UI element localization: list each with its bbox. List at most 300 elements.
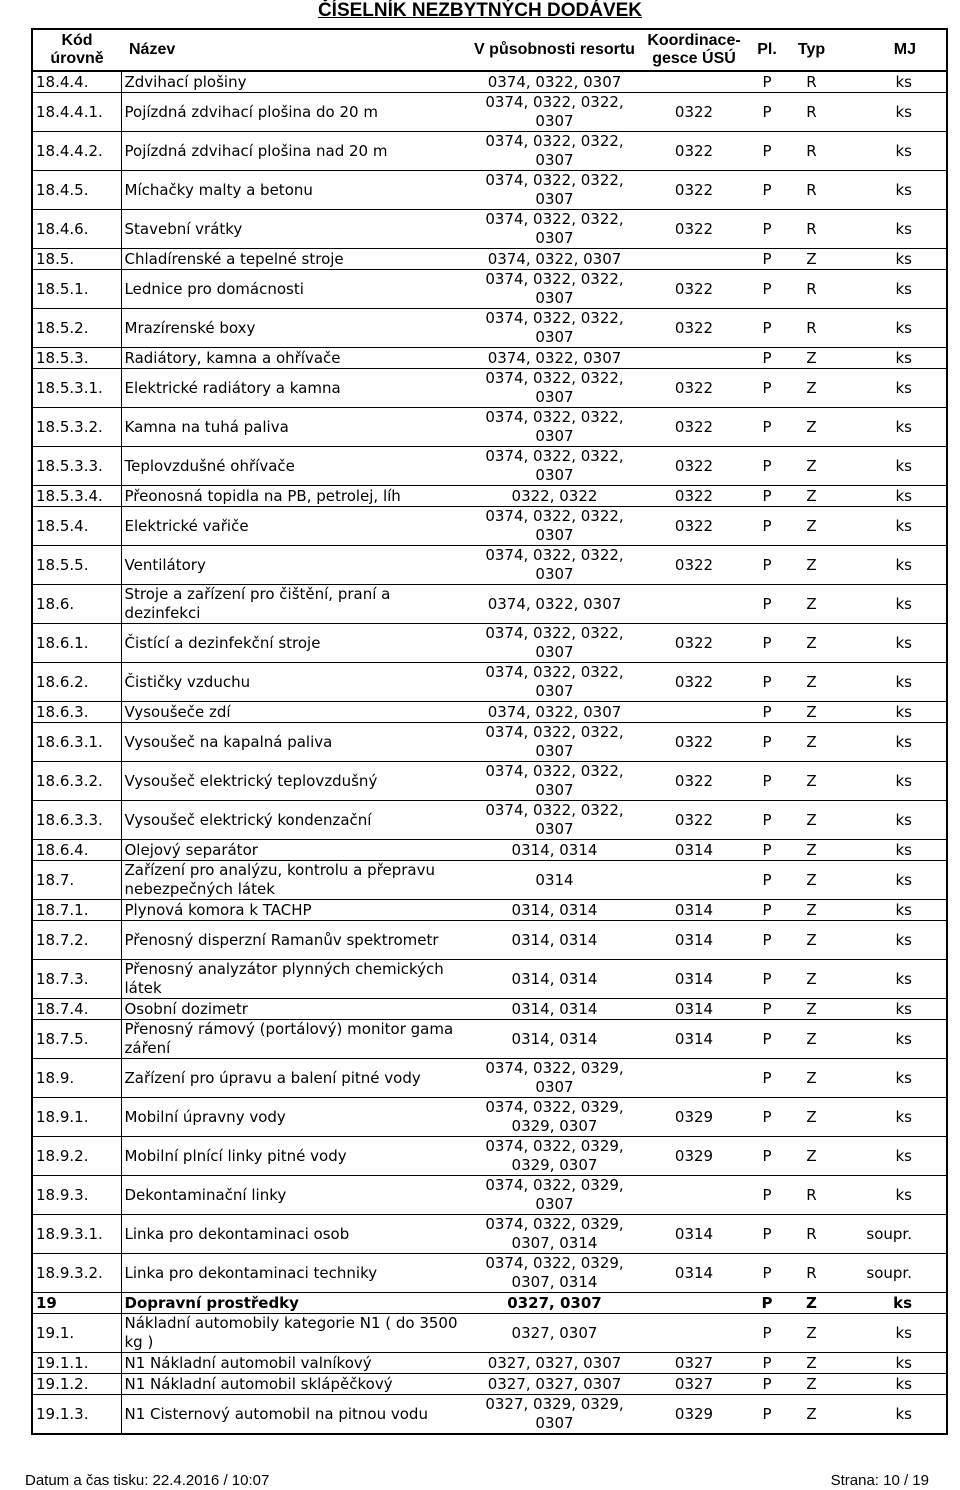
table-row [32,723,947,762]
cell-koord: 0314 [644,900,744,921]
cell-name: Plynová komora k TACHP [121,900,465,921]
cell-mj: ks [833,93,947,132]
page-title: ČÍSELNÍK NEZBYTNÝCH DODÁVEK [317,0,643,21]
cell-mj: ks [833,840,947,861]
cell-code: 18.9.1. [32,1098,121,1137]
cell-koord: 0314 [644,1215,744,1254]
cell-name: Přenosný analyzátor plynných chemických látek [121,960,465,999]
cell-mj: ks [833,309,947,348]
cell-code: 18.5. [32,249,121,270]
cell-pl: P [744,762,790,801]
table-row [32,1098,947,1137]
table-row [32,1020,947,1059]
cell-mj: ks [833,71,947,93]
cell-name: Přenosný disperzní Ramanův spektrometr [121,921,465,960]
cell-pl: P [744,210,790,249]
cell-resort: 0374, 0322, 0329, 0307 [465,1176,644,1215]
cell-koord [644,249,744,270]
cell-typ: Z [790,999,833,1020]
cell-code: 18.6.1. [32,624,121,663]
cell-mj: ks [833,585,947,624]
table-row [32,999,947,1020]
table-row [32,1059,947,1098]
cell-mj: ks [833,546,947,585]
cell-pl: P [744,723,790,762]
cell-resort: 0374, 0322, 0322, 0307 [465,309,644,348]
cell-koord [644,702,744,723]
table-row [32,507,947,546]
table-row [32,1314,947,1353]
cell-koord: 0322 [644,210,744,249]
cell-pl: P [744,585,790,624]
cell-name: Pojízdná zdvihací plošina do 20 m [121,93,465,132]
cell-resort: 0314, 0314 [465,999,644,1020]
cell-pl: P [744,507,790,546]
cell-typ: Z [790,762,833,801]
cell-typ: Z [790,624,833,663]
cell-pl: P [744,270,790,309]
cell-resort: 0374, 0322, 0322, 0307 [465,801,644,840]
cell-pl: P [744,348,790,369]
cell-resort: 0374, 0322, 0307 [465,71,644,93]
cell-pl: P [744,1215,790,1254]
cell-pl: P [744,1254,790,1293]
cell-typ: Z [790,1395,833,1435]
cell-mj: ks [833,723,947,762]
cell-name: Mobilní úpravny vody [121,1098,465,1137]
table-row [32,663,947,702]
cell-mj: ks [833,801,947,840]
table-row [32,624,947,663]
cell-typ: Z [790,408,833,447]
cell-name: Čističky vzduchu [121,663,465,702]
cell-code: 19.1.3. [32,1395,121,1435]
cell-code: 18.5.2. [32,309,121,348]
table-row [32,447,947,486]
cell-koord: 0322 [644,546,744,585]
cell-name: Teplovzdušné ohřívače [121,447,465,486]
cell-resort: 0327, 0307 [465,1293,644,1314]
cell-code: 18.9.3. [32,1176,121,1215]
cell-typ: Z [790,486,833,507]
cell-name: N1 Cisternový automobil na pitnou vodu [121,1395,465,1435]
cell-code: 18.5.1. [32,270,121,309]
cell-resort: 0327, 0327, 0307 [465,1374,644,1395]
cell-code: 18.6.4. [32,840,121,861]
cell-resort: 0374, 0322, 0307 [465,249,644,270]
cell-typ: Z [790,801,833,840]
cell-koord: 0322 [644,624,744,663]
cell-name: Linka pro dekontaminaci osob [121,1215,465,1254]
cell-name: Vysoušeč na kapalná paliva [121,723,465,762]
cell-name: Radiátory, kamna a ohřívače [121,348,465,369]
header-name: Název [121,29,465,71]
cell-koord [644,71,744,93]
cell-pl: P [744,624,790,663]
cell-typ: Z [790,447,833,486]
table-row [32,1293,947,1314]
cell-mj: ks [833,702,947,723]
cell-mj: ks [833,171,947,210]
cell-koord: 0322 [644,507,744,546]
cell-typ: Z [790,546,833,585]
cell-koord [644,348,744,369]
cell-mj: ks [833,1176,947,1215]
cell-typ: R [790,132,833,171]
cell-resort: 0374, 0322, 0322, 0307 [465,546,644,585]
cell-koord: 0322 [644,309,744,348]
table-row [32,408,947,447]
cell-resort: 0327, 0329, 0329, 0307 [465,1395,644,1435]
header-code: Kód úrovně [32,29,121,71]
cell-code: 18.9.2. [32,1137,121,1176]
cell-typ: R [790,1215,833,1254]
cell-typ: R [790,1176,833,1215]
cell-code: 18.7.2. [32,921,121,960]
cell-mj: soupr. [833,1254,947,1293]
cell-typ: Z [790,1098,833,1137]
cell-pl: P [744,861,790,900]
cell-code: 19.1.1. [32,1353,121,1374]
cell-koord: 0314 [644,1020,744,1059]
header-resort: V působnosti resortu [465,29,644,71]
cell-mj: ks [833,861,947,900]
print-date: Datum a čas tisku: 22.4.2016 / 10:07 [25,1472,270,1489]
cell-typ: Z [790,1353,833,1374]
cell-typ: Z [790,840,833,861]
cell-name: Dekontaminační linky [121,1176,465,1215]
cell-mj: soupr. [833,1215,947,1254]
cell-koord [644,1059,744,1098]
cell-code: 18.5.3. [32,348,121,369]
cell-code: 18.7.1. [32,900,121,921]
cell-mj: ks [833,270,947,309]
cell-koord: 0322 [644,132,744,171]
cell-name: Linka pro dekontaminaci techniky [121,1254,465,1293]
cell-typ: Z [790,1374,833,1395]
cell-resort: 0314 [465,861,644,900]
cell-typ: R [790,210,833,249]
cell-resort: 0314, 0314 [465,900,644,921]
cell-typ: R [790,270,833,309]
table-row [32,702,947,723]
cell-mj: ks [833,1059,947,1098]
cell-name: Olejový separátor [121,840,465,861]
cell-resort: 0374, 0322, 0322, 0307 [465,408,644,447]
cell-pl: P [744,663,790,702]
cell-code: 18.7.4. [32,999,121,1020]
cell-pl: P [744,546,790,585]
cell-resort: 0374, 0322, 0322, 0307 [465,663,644,702]
cell-code: 18.9. [32,1059,121,1098]
cell-koord: 0314 [644,999,744,1020]
cell-pl: P [744,900,790,921]
cell-name: Přeonosná topidla na PB, petrolej, líh [121,486,465,507]
cell-koord: 0322 [644,723,744,762]
cell-mj: ks [833,1395,947,1435]
cell-koord: 0329 [644,1137,744,1176]
supplies-table [31,28,948,1435]
table-row [32,546,947,585]
header-mj: MJ [833,29,947,71]
cell-mj: ks [833,249,947,270]
cell-typ: Z [790,1059,833,1098]
cell-pl: P [744,1059,790,1098]
table-row [32,270,947,309]
cell-name: Zařízení pro úpravu a balení pitné vody [121,1059,465,1098]
cell-koord [644,1314,744,1353]
cell-name: Přenosný rámový (portálový) monitor gama záření [121,1020,465,1059]
cell-resort: 0374, 0322, 0329, 0307, 0314 [465,1215,644,1254]
cell-code: 18.6.2. [32,663,121,702]
cell-mj: ks [833,900,947,921]
cell-code: 18.6.3.3. [32,801,121,840]
cell-typ: Z [790,702,833,723]
cell-code: 18.5.3.2. [32,408,121,447]
table-row [32,921,947,960]
cell-pl: P [744,801,790,840]
cell-pl: P [744,447,790,486]
cell-mj: ks [833,1137,947,1176]
cell-pl: P [744,1353,790,1374]
cell-pl: P [744,93,790,132]
cell-name: Vysoušeč elektrický kondenzační [121,801,465,840]
cell-name: Zařízení pro analýzu, kontrolu a přepravu nebezpečných látek [121,861,465,900]
table-row [32,1137,947,1176]
cell-mj: ks [833,1353,947,1374]
cell-koord: 0322 [644,801,744,840]
table-header-row [32,29,947,71]
table-row [32,71,947,93]
cell-name: Stroje a zařízení pro čištění, praní a dezinfekci [121,585,465,624]
cell-typ: Z [790,1020,833,1059]
header-koord: Koordinace-gesce ÚSÚ [644,29,744,71]
cell-koord: 0322 [644,762,744,801]
cell-pl: P [744,1314,790,1353]
cell-pl: P [744,71,790,93]
table-row [32,960,947,999]
cell-typ: Z [790,723,833,762]
cell-pl: P [744,369,790,408]
cell-typ: R [790,309,833,348]
cell-typ: R [790,93,833,132]
cell-code: 18.7.3. [32,960,121,999]
cell-koord: 0322 [644,408,744,447]
cell-typ: Z [790,585,833,624]
cell-typ: Z [790,348,833,369]
cell-resort: 0374, 0322, 0329, 0307 [465,1059,644,1098]
cell-koord: 0314 [644,921,744,960]
cell-koord: 0322 [644,93,744,132]
cell-typ: Z [790,1137,833,1176]
table-row [32,1374,947,1395]
cell-code: 19 [32,1293,121,1314]
cell-pl: P [744,309,790,348]
table-row [32,486,947,507]
cell-code: 18.4.4.2. [32,132,121,171]
cell-name: Mobilní plnící linky pitné vody [121,1137,465,1176]
cell-typ: Z [790,921,833,960]
cell-mj: ks [833,762,947,801]
cell-resort: 0314, 0314 [465,1020,644,1059]
cell-name: Pojízdná zdvihací plošina nad 20 m [121,132,465,171]
cell-name: Ventilátory [121,546,465,585]
cell-resort: 0314, 0314 [465,921,644,960]
cell-koord: 0327 [644,1374,744,1395]
cell-resort: 0314, 0314 [465,840,644,861]
cell-name: N1 Nákladní automobil sklápěčkový [121,1374,465,1395]
table-row [32,132,947,171]
cell-koord: 0314 [644,1254,744,1293]
cell-koord [644,861,744,900]
cell-koord: 0329 [644,1395,744,1435]
cell-koord: 0322 [644,171,744,210]
cell-typ: Z [790,507,833,546]
cell-name: Zdvihací plošiny [121,71,465,93]
cell-resort: 0374, 0322, 0307 [465,702,644,723]
cell-code: 18.4.5. [32,171,121,210]
cell-mj: ks [833,663,947,702]
table-row [32,249,947,270]
cell-pl: P [744,249,790,270]
cell-name: N1 Nákladní automobil valníkový [121,1353,465,1374]
cell-code: 18.5.4. [32,507,121,546]
table-row [32,309,947,348]
cell-code: 18.7. [32,861,121,900]
cell-code: 18.4.6. [32,210,121,249]
cell-typ: Z [790,249,833,270]
cell-koord: 0314 [644,960,744,999]
cell-code: 18.4.4. [32,71,121,93]
cell-pl: P [744,1374,790,1395]
cell-koord: 0322 [644,486,744,507]
cell-typ: Z [790,369,833,408]
cell-name: Kamna na tuhá paliva [121,408,465,447]
cell-resort: 0374, 0322, 0322, 0307 [465,447,644,486]
cell-mj: ks [833,960,947,999]
cell-code: 18.5.3.4. [32,486,121,507]
table-row [32,348,947,369]
table-row [32,762,947,801]
cell-resort: 0374, 0322, 0322, 0307 [465,171,644,210]
cell-code: 18.6.3. [32,702,121,723]
cell-mj: ks [833,1020,947,1059]
cell-pl: P [744,1098,790,1137]
cell-resort: 0374, 0322, 0307 [465,348,644,369]
cell-code: 18.7.5. [32,1020,121,1059]
cell-name: Vysoušeče zdí [121,702,465,723]
cell-pl: P [744,702,790,723]
cell-mj: ks [833,447,947,486]
table-row [32,1353,947,1374]
cell-name: Elektrické radiátory a kamna [121,369,465,408]
cell-resort: 0374, 0322, 0322, 0307 [465,507,644,546]
cell-pl: P [744,132,790,171]
cell-resort: 0327, 0327, 0307 [465,1353,644,1374]
cell-resort: 0374, 0322, 0322, 0307 [465,132,644,171]
cell-koord [644,1293,744,1314]
cell-pl: P [744,1293,790,1314]
cell-code: 18.9.3.2. [32,1254,121,1293]
cell-name: Osobní dozimetr [121,999,465,1020]
cell-mj: ks [833,132,947,171]
cell-resort: 0374, 0322, 0322, 0307 [465,93,644,132]
cell-name: Míchačky malty a betonu [121,171,465,210]
cell-code: 18.6.3.2. [32,762,121,801]
cell-mj: ks [833,921,947,960]
page-number: Strana: 10 / 19 [830,1472,929,1489]
cell-typ: R [790,1254,833,1293]
cell-resort: 0374, 0322, 0322, 0307 [465,210,644,249]
cell-name: Chladírenské a tepelné stroje [121,249,465,270]
cell-resort: 0374, 0322, 0329, 0329, 0307 [465,1137,644,1176]
cell-koord [644,585,744,624]
table-row [32,900,947,921]
cell-mj: ks [833,1098,947,1137]
cell-pl: P [744,408,790,447]
cell-resort: 0327, 0307 [465,1314,644,1353]
cell-typ: R [790,171,833,210]
cell-code: 18.4.4.1. [32,93,121,132]
cell-code: 18.5.5. [32,546,121,585]
cell-name: Stavební vrátky [121,210,465,249]
table-row [32,1176,947,1215]
cell-code: 19.1.2. [32,1374,121,1395]
cell-resort: 0374, 0322, 0307 [465,585,644,624]
cell-resort: 0374, 0322, 0322, 0307 [465,270,644,309]
cell-resort: 0374, 0322, 0322, 0307 [465,624,644,663]
cell-mj: ks [833,348,947,369]
cell-resort: 0374, 0322, 0322, 0307 [465,762,644,801]
table-row [32,1254,947,1293]
cell-mj: ks [833,507,947,546]
cell-mj: ks [833,624,947,663]
table-row [32,171,947,210]
cell-koord: 0327 [644,1353,744,1374]
cell-pl: P [744,1395,790,1435]
cell-name: Nákladní automobily kategorie N1 ( do 3500 kg ) [121,1314,465,1353]
cell-resort: 0314, 0314 [465,960,644,999]
cell-mj: ks [833,999,947,1020]
cell-koord: 0322 [644,270,744,309]
cell-resort: 0374, 0322, 0322, 0307 [465,369,644,408]
table-row [32,585,947,624]
cell-koord [644,1176,744,1215]
table-row [32,369,947,408]
cell-koord: 0314 [644,840,744,861]
cell-pl: P [744,921,790,960]
table-row [32,840,947,861]
cell-typ: Z [790,663,833,702]
header-pl: Pl. [744,29,790,71]
cell-pl: P [744,960,790,999]
cell-code: 18.5.3.1. [32,369,121,408]
cell-code: 18.6. [32,585,121,624]
cell-name: Lednice pro domácnosti [121,270,465,309]
cell-pl: P [744,1176,790,1215]
cell-code: 19.1. [32,1314,121,1353]
cell-mj: ks [833,369,947,408]
cell-typ: Z [790,1314,833,1353]
cell-code: 18.5.3.3. [32,447,121,486]
cell-resort: 0322, 0322 [465,486,644,507]
cell-resort: 0374, 0322, 0329, 0329, 0307 [465,1098,644,1137]
table-row [32,210,947,249]
cell-pl: P [744,486,790,507]
cell-typ: R [790,71,833,93]
cell-resort: 0374, 0322, 0329, 0307, 0314 [465,1254,644,1293]
cell-mj: ks [833,1314,947,1353]
